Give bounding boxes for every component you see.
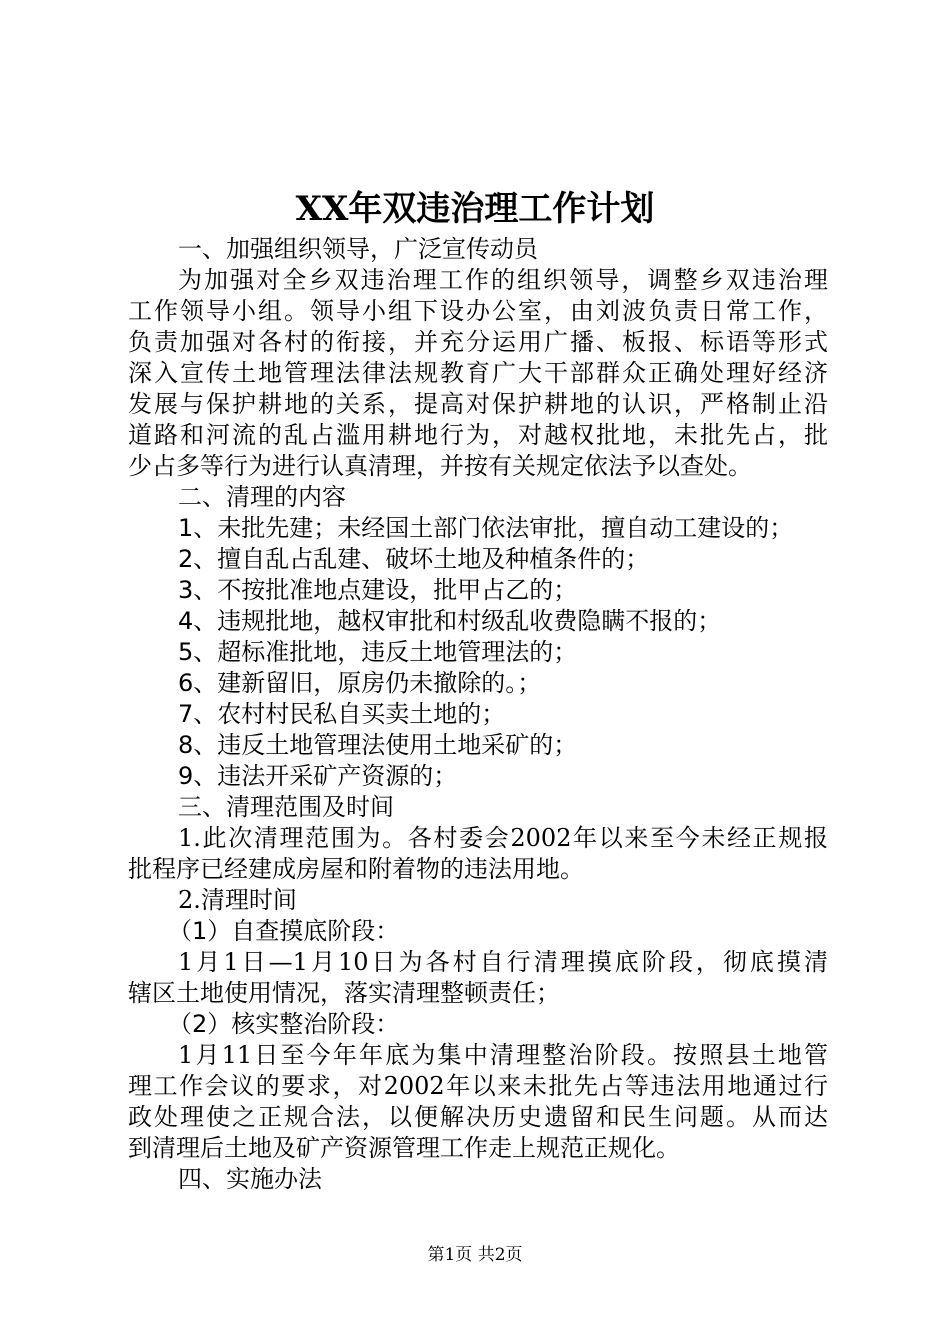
paragraph-line: 1.此次清理范围为。各村委会2002年以来至今未经正规报 bbox=[178, 824, 828, 852]
paragraph-line: 发展与保护耕地的关系，提高对保护耕地的认识，严格制止沿 bbox=[128, 390, 828, 418]
page-footer: 第1页 共2页 bbox=[427, 1245, 523, 1265]
list-item: 2、擅自乱占乱建、破坏土地及种植条件的； bbox=[178, 545, 650, 573]
paragraph-line: 负责加强对各村的衔接，并充分运用广播、板报、标语等形式 bbox=[128, 328, 828, 356]
paragraph-line: 政处理使之正规合法，以便解决历史遗留和民生问题。从而达 bbox=[128, 1103, 828, 1131]
list-item: 8、违反土地管理法使用土地采矿的； bbox=[178, 731, 578, 759]
section-heading: 二、清理的内容 bbox=[178, 483, 346, 511]
list-item: 5、超标准批地，违反土地管理法的； bbox=[178, 638, 578, 666]
list-item: 3、不按批准地点建设，批甲占乙的； bbox=[178, 576, 578, 604]
list-item: 9、违法开采矿产资源的； bbox=[178, 762, 458, 790]
list-item: 6、建新留旧，原房仍未撤除的。； bbox=[178, 669, 542, 697]
phase-heading: （1）自查摸底阶段： bbox=[168, 917, 400, 945]
page-title: XX年双违治理工作计划 bbox=[295, 189, 655, 229]
list-item: 1、未批先建；未经国土部门依法审批，擅自动工建设的； bbox=[178, 514, 794, 542]
paragraph-line: 工作领导小组。领导小组下设办公室，由刘波负责日常工作， bbox=[128, 297, 828, 325]
list-item: 7、农村村民私自买卖土地的； bbox=[178, 700, 506, 728]
paragraph-line: 理工作会议的要求，对2002年以来未批先占等违法用地通过行 bbox=[128, 1072, 828, 1100]
paragraph-line: 辖区土地使用情况，落实清理整顿责任； bbox=[128, 979, 560, 1007]
document-body bbox=[128, 234, 828, 1195]
paragraph-line: 1月11日至今年年底为集中清理整治阶段。按照县土地管 bbox=[178, 1041, 828, 1069]
list-item: 4、违规批地，越权审批和村级乱收费隐瞒不报的； bbox=[178, 607, 722, 635]
paragraph-line: 道路和河流的乱占滥用耕地行为，对越权批地，未批先占，批 bbox=[128, 421, 828, 449]
paragraph-line: 为加强对全乡双违治理工作的组织领导，调整乡双违治理 bbox=[178, 266, 828, 294]
section-heading: 一、加强组织领导，广泛宣传动员 bbox=[178, 235, 538, 263]
paragraph-line: 2.清理时间 bbox=[178, 886, 297, 914]
section-heading: 三、清理范围及时间 bbox=[178, 793, 394, 821]
paragraph-line: 1月1日—1月10日为各村自行清理摸底阶段，彻底摸清 bbox=[178, 948, 828, 976]
phase-heading: （2）核实整治阶段： bbox=[168, 1010, 400, 1038]
paragraph-line: 少占多等行为进行认真清理，并按有关规定依法予以查处。 bbox=[128, 452, 752, 480]
paragraph-line: 批程序已经建成房屋和附着物的违法用地。 bbox=[128, 855, 584, 883]
section-heading: 四、实施办法 bbox=[178, 1165, 322, 1193]
paragraph-line: 深入宣传土地管理法律法规教育广大干部群众正确处理好经济 bbox=[128, 359, 828, 387]
paragraph-line: 到清理后土地及矿产资源管理工作走上规范正规化。 bbox=[128, 1134, 680, 1162]
